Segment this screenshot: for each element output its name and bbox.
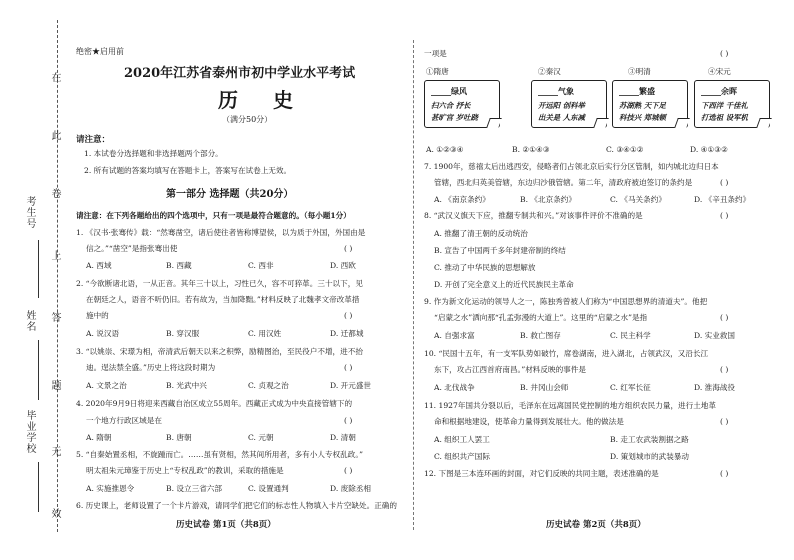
option: B. 西藏 [166, 261, 192, 270]
option: A. 北伐战争 [434, 383, 475, 392]
answer-paren: ( ) [344, 466, 353, 475]
question-text: 施中的 [86, 311, 109, 320]
option: C. 用汉姓 [248, 329, 282, 338]
poster-card-4 [694, 80, 770, 128]
binding-char: 在 [49, 72, 60, 83]
binding-char: 卷 [49, 188, 60, 199]
option: D. 淮海战役 [694, 383, 736, 392]
question-text: 9. 作为新文化运动的领导人之一，陈独秀曾被人们称为“中国思想界的清道夫”。他把 [424, 297, 708, 306]
page-footer: 历史试卷 第2页（共8页） [546, 520, 646, 530]
answer-paren: ( ) [720, 417, 729, 426]
section-instruction: 请注意：在下列各题给出的四个选项中，只有一项是最符合题意的。（每小题1分） [76, 211, 351, 220]
question-text: 命和根据地建设，使革命力量得到发展壮大。他的做法是 [434, 417, 624, 426]
option: C. 组织共产国际 [434, 452, 490, 461]
option: C. 红军长征 [610, 383, 651, 392]
page-divider [413, 40, 414, 530]
answer-paren: ( ) [344, 416, 353, 425]
question-text: 迪。逞法禁全盛。”历史上将这段时期为 [86, 363, 216, 372]
poster-line: 苏湖熟 天下足 [619, 101, 666, 110]
answer-paren: ( ) [720, 365, 729, 374]
poster-heading: _____余晖 [701, 86, 737, 96]
question-text: 2. “今欲断诸北语，一从正音。其年三十以上，习性已久，容不可猝革。三十以下，见 [76, 279, 363, 288]
option: C. 贞观之治 [248, 381, 289, 390]
question-text: 明太祖朱元璋鉴于历史上“专权乱政”的教训，采取的措施是 [86, 466, 284, 475]
poster-label: ③明清 [628, 67, 651, 76]
binding-char: 此 [49, 130, 60, 141]
option: C. 民主科学 [610, 331, 651, 340]
answer-paren: ( ) [720, 211, 729, 220]
option: B. 宣告了中国两千多年封建帝制的终结 [434, 246, 566, 255]
option: B. 《北京条约》 [520, 195, 576, 204]
answer-paren: ( ) [720, 49, 729, 58]
notice-item: 2. 所有试题的答案均填写在答题卡上，答案写在试卷上无效。 [84, 166, 292, 175]
candidate-number-line [38, 240, 39, 298]
answer-paren: ( ) [720, 313, 729, 322]
answer-paren: ( ) [720, 178, 729, 187]
option: B. 走工农武装割据之路 [610, 435, 689, 444]
name-label: 姓名 [24, 310, 35, 332]
option: B. ②①④③ [512, 145, 550, 154]
poster-fold [593, 118, 609, 128]
question-text: 信之。”“凿空”是指张骞出使 [86, 244, 178, 253]
option: C. 设置通判 [248, 484, 289, 493]
page-footer: 历史试卷 第1页（共8页） [176, 520, 276, 530]
option: C. 西非 [248, 261, 274, 270]
poster-card-3 [612, 80, 688, 128]
binding-char: 上 [49, 250, 60, 261]
poster-label: ①隋唐 [426, 67, 449, 76]
option: A. 《南京条约》 [434, 195, 490, 204]
poster-fold [674, 118, 690, 128]
option: C. 《马关条约》 [610, 195, 666, 204]
school-line [38, 462, 39, 512]
option: A. 西域 [86, 261, 112, 270]
score-note: （满分50分） [222, 115, 273, 124]
question-text: 12. 下图是三本连环画的封面，对它们反映的共同主题，表述准确的是 [424, 469, 659, 478]
binding-char: 效 [49, 508, 60, 519]
question-text: 管辖，西北归英美管辖，东边归沙俄管辖。第二年，清政府被迫签订的条约是 [434, 178, 693, 187]
binding-char: 题 [49, 380, 60, 391]
option: D. 迁都城 [330, 329, 364, 338]
question-text: 在朝廷之人，语音不听仍旧。若有故为，当加降黜。”材料反映了北魏孝文帝改革措 [86, 295, 360, 304]
poster-line: 科技兴 郑城顿 [619, 113, 666, 122]
question-text: 3. “以姚崇、宋璟为相，帝清武后朝天以来之积弊，励精图治，至民役户不增，进不抬 [76, 347, 363, 356]
answer-paren: ( ) [344, 363, 353, 372]
option: D. 清朝 [330, 433, 356, 442]
poster-card-2 [531, 80, 607, 128]
option: D. 西欧 [330, 261, 356, 270]
candidate-number-label: 考生号 [24, 196, 35, 229]
answer-paren: ( ) [720, 469, 729, 478]
option: A. 自强求富 [434, 331, 475, 340]
question-text: 11. 1927年国共分裂以后，毛泽东在远离国民党控制的地方组织农民力量，进行土地革 [424, 401, 716, 410]
question-text: 7. 1900年，慈禧太后出逃西安，侵略者们占领北京后实行分区管制，如内城北边归日本 [424, 162, 719, 171]
poster-label: ②秦汉 [538, 67, 561, 76]
question-text: 6. 历史课上，老师设置了一个卡片游戏，请同学们把它们的标志性人物填入卡片空缺处。正确的 [76, 501, 397, 510]
option: D. 《辛丑条约》 [694, 195, 751, 204]
poster-heading: _____气象 [538, 86, 574, 96]
binding-char: 无 [49, 446, 60, 457]
option: B. 唐朝 [166, 433, 192, 442]
question-text: 5. “自秦始置丞相，不旋踵而亡。……虽有贤相，然其间所用者，多有小人专权乱政。” [76, 450, 363, 459]
option: A. 说汉语 [86, 329, 120, 338]
notice-heading: 请注意： [76, 135, 111, 145]
question-text: 一项是 [424, 49, 447, 58]
poster-fold [486, 118, 502, 128]
option: C. ③④①② [606, 145, 644, 154]
poster-line: 下西洋 千佳礼 [701, 101, 748, 110]
question-text: 10. “民国十五年，有一支军队势如破竹，席卷湖南，进入湖北，占领武汉，又沿长江 [424, 349, 709, 358]
section-title: 第一部分 选择题（共20分） [166, 189, 294, 200]
question-text: 1. 《汉书·张骞传》载：“然骞凿空，诸后使往者皆称博望侯，以为质于外国，外国由是 [76, 228, 366, 237]
binding-char: 答 [49, 312, 60, 323]
poster-line: 甚旷宫 岁吐跷 [431, 113, 478, 122]
option: B. 穿汉服 [166, 329, 200, 338]
option: A. 组织工人罢工 [434, 435, 490, 444]
option: D. ④①③② [690, 145, 728, 154]
option: D. 策划城市的武装暴动 [610, 452, 689, 461]
option: C. 元朝 [248, 433, 274, 442]
question-text: 一个地方行政区域是在 [86, 416, 162, 425]
option: B. 设立三省六部 [166, 484, 222, 493]
subject-title: 历 史 [218, 88, 307, 112]
option: B. 井冈山会师 [520, 383, 569, 392]
option: D. 开元盛世 [330, 381, 372, 390]
option: A. 实施推恩令 [86, 484, 135, 493]
answer-paren: ( ) [344, 311, 353, 320]
poster-line: 扫六合 抒长 [431, 101, 471, 110]
poster-line: 开远阳 创科举 [538, 101, 585, 110]
question-text: 8. “武汉义旗天下应，推翻专制共和兴。”对该事件评价不准确的是 [424, 211, 643, 220]
option: A. ①②③④ [426, 145, 464, 154]
exam-title: 2020年江苏省泰州市初中学业水平考试 [124, 66, 356, 81]
option: D. 开创了完全意义上的近代民族民主革命 [434, 280, 574, 289]
option: B. 光武中兴 [166, 381, 207, 390]
poster-line: 出关是 人东减 [538, 113, 585, 122]
option: C. 推动了中华民族的思想解放 [434, 263, 536, 272]
option: A. 推翻了清王朝的反动统治 [434, 229, 528, 238]
name-line [38, 340, 39, 400]
answer-paren: ( ) [344, 244, 353, 253]
option: D. 实业救国 [694, 331, 736, 340]
poster-heading: _____绿风 [431, 86, 467, 96]
poster-label: ④宋元 [708, 67, 731, 76]
option: A. 文景之治 [86, 381, 127, 390]
question-text: “启蒙之水”洒向那“孔孟弥漫的大道上”。这里的“启蒙之水”是指 [434, 313, 648, 322]
option: B. 救亡图存 [520, 331, 561, 340]
notice-item: 1. 本试卷分选择题和非选择题两个部分。 [84, 149, 223, 158]
poster-fold [756, 118, 772, 128]
poster-card-1 [424, 80, 500, 128]
poster-heading: _____繁盛 [619, 86, 655, 96]
school-label: 毕业学校 [24, 410, 35, 454]
poster-line: 打选祖 设军机 [701, 113, 748, 122]
option: D. 废除丞相 [330, 484, 372, 493]
secret-mark: 绝密★启用前 [76, 47, 124, 56]
question-text: 4. 2020年9月9日将迎来西藏自治区成立55周年。西藏正式成为中央直接管辖下的 [76, 399, 353, 408]
question-text: 东下，攻占江西首府南昌。”材料反映的事件是 [434, 365, 586, 374]
option: A. 隋朝 [86, 433, 112, 442]
